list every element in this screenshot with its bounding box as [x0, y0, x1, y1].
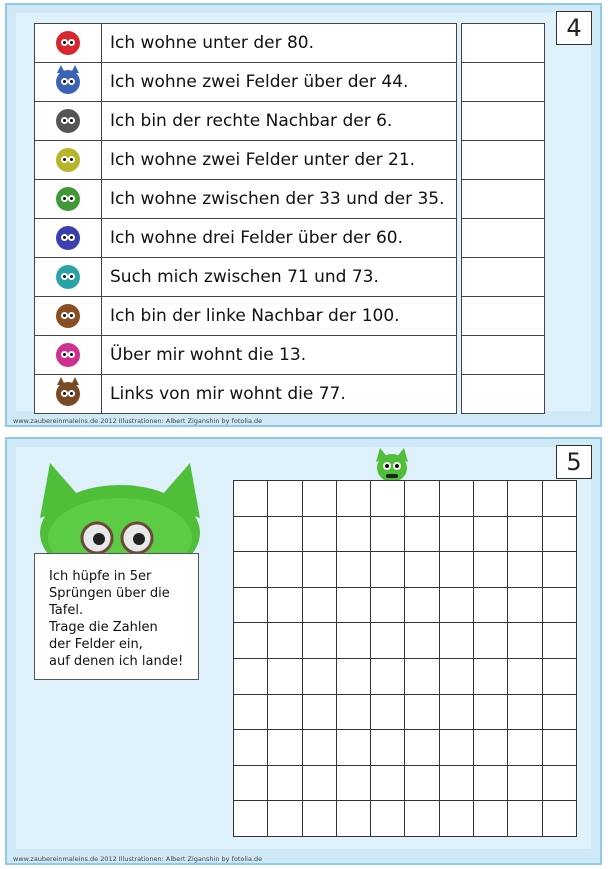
grid-cell[interactable]: [474, 552, 508, 588]
grid-cell[interactable]: [474, 481, 508, 517]
grid-cell[interactable]: [234, 694, 268, 730]
indigo-monster-icon: [56, 226, 80, 250]
grid-cell[interactable]: [508, 552, 542, 588]
instruction-line: Sprüngen über die: [49, 586, 170, 601]
riddle-text: Ich bin der linke Nachbar der 100.: [102, 297, 457, 336]
grid-cell[interactable]: [336, 694, 370, 730]
grid-cell[interactable]: [474, 587, 508, 623]
grid-cell[interactable]: [542, 801, 576, 837]
riddle-row: [35, 102, 545, 141]
riddle-row: [35, 219, 545, 258]
monster-cell: [35, 258, 102, 297]
grid-cell[interactable]: [405, 658, 439, 694]
grid-cell[interactable]: [371, 658, 405, 694]
grid-cell[interactable]: [439, 765, 473, 801]
grid-cell[interactable]: [439, 623, 473, 659]
instruction-line: Tafel.: [49, 603, 84, 618]
riddle-text: Ich wohne unter der 80.: [102, 24, 457, 63]
grid-cell[interactable]: [234, 658, 268, 694]
grid-cell[interactable]: [508, 516, 542, 552]
grid-cell[interactable]: [542, 730, 576, 766]
grid-cell[interactable]: [405, 801, 439, 837]
green-monster-illustration: [30, 458, 210, 558]
monster-cell: [35, 24, 102, 63]
grid-cell[interactable]: [474, 658, 508, 694]
monster-cell: [35, 336, 102, 375]
grid-cell[interactable]: [234, 481, 268, 517]
answer-field[interactable]: [462, 219, 545, 258]
grid-cell[interactable]: [336, 623, 370, 659]
grid-cell[interactable]: [268, 694, 302, 730]
grid-cell[interactable]: [371, 623, 405, 659]
grid-cell[interactable]: [508, 481, 542, 517]
grid-cell[interactable]: [336, 516, 370, 552]
grid-cell[interactable]: [474, 765, 508, 801]
grid-cell[interactable]: [474, 801, 508, 837]
green-monster-icon: [56, 187, 80, 211]
blue-horned-monster-icon: [56, 70, 80, 94]
red-monster-icon: [56, 31, 80, 55]
grid-cell[interactable]: [302, 623, 336, 659]
grid-cell[interactable]: [508, 658, 542, 694]
grid-cell[interactable]: [336, 801, 370, 837]
grid-cell[interactable]: [371, 730, 405, 766]
riddle-text: Such mich zwischen 71 und 73.: [102, 258, 457, 297]
gray-fuzzy-monster-icon: [56, 109, 80, 133]
grid-cell[interactable]: [234, 801, 268, 837]
instruction-line: auf denen ich lande!: [49, 654, 184, 669]
grid-cell[interactable]: [405, 481, 439, 517]
grid-cell[interactable]: [542, 623, 576, 659]
grid-cell[interactable]: [302, 765, 336, 801]
monster-cell: [35, 180, 102, 219]
hundred-chart-grid: [233, 480, 577, 837]
grid-cell[interactable]: [268, 552, 302, 588]
answer-field[interactable]: [462, 141, 545, 180]
monster-cell: [35, 375, 102, 414]
grid-cell[interactable]: [508, 587, 542, 623]
grid-cell[interactable]: [439, 801, 473, 837]
grid-cell[interactable]: [439, 516, 473, 552]
grid-cell[interactable]: [439, 658, 473, 694]
grid-cell[interactable]: [234, 765, 268, 801]
teal-monster-icon: [56, 265, 80, 289]
grid-cell[interactable]: [508, 765, 542, 801]
answer-field[interactable]: [462, 24, 545, 63]
grid-cell[interactable]: [508, 623, 542, 659]
grid-cell[interactable]: [474, 623, 508, 659]
card-number-5: 5: [556, 445, 592, 479]
grid-cell[interactable]: [336, 587, 370, 623]
grid-cell[interactable]: [405, 516, 439, 552]
answer-field[interactable]: [462, 63, 545, 102]
grid-cell[interactable]: [302, 552, 336, 588]
brown-horned-monster-icon: [56, 382, 80, 406]
grid-cell[interactable]: [371, 765, 405, 801]
grid-cell[interactable]: [302, 658, 336, 694]
answer-field[interactable]: [462, 102, 545, 141]
riddle-row: [35, 375, 545, 414]
card-number-4: 4: [556, 11, 592, 45]
monster-cell: [35, 219, 102, 258]
riddle-text: Links von mir wohnt die 77.: [102, 375, 457, 414]
riddle-text: Ich wohne zwei Felder über der 44.: [102, 63, 457, 102]
grid-cell[interactable]: [508, 801, 542, 837]
instruction-line: Ich hüpfe in 5er: [49, 569, 152, 584]
grid-cell[interactable]: [302, 587, 336, 623]
card-5-footer: www.zaubereinmaleins.de 2012 Illustrationen: Albert Ziganshin by fotolia.de: [13, 855, 263, 863]
grid-cell[interactable]: [371, 552, 405, 588]
answer-field[interactable]: [462, 180, 545, 219]
grid-cell[interactable]: [439, 730, 473, 766]
grid-cell[interactable]: [268, 516, 302, 552]
answer-field[interactable]: [462, 258, 545, 297]
monster-cell: [35, 63, 102, 102]
grid-cell[interactable]: [268, 765, 302, 801]
grid-cell[interactable]: [302, 481, 336, 517]
answer-field[interactable]: [462, 336, 545, 375]
riddle-row: [35, 63, 545, 102]
pink-monster-icon: [56, 343, 80, 367]
grid-cell[interactable]: [336, 552, 370, 588]
grid-cell[interactable]: [542, 481, 576, 517]
grid-cell[interactable]: [405, 623, 439, 659]
riddle-row: [35, 336, 545, 375]
grid-cell[interactable]: [268, 587, 302, 623]
grid-cell[interactable]: [302, 730, 336, 766]
grid-cell[interactable]: [474, 730, 508, 766]
grid-cell[interactable]: [268, 623, 302, 659]
grid-cell[interactable]: [474, 516, 508, 552]
riddle-text: Ich wohne zwei Felder unter der 21.: [102, 141, 457, 180]
riddle-row: [35, 141, 545, 180]
grid-cell[interactable]: [542, 658, 576, 694]
grid-cell[interactable]: [302, 801, 336, 837]
grid-cell[interactable]: [234, 516, 268, 552]
riddle-row: [35, 297, 545, 336]
grid-cell[interactable]: [542, 694, 576, 730]
grid-cell[interactable]: [542, 516, 576, 552]
grid-cell[interactable]: [508, 730, 542, 766]
riddle-row: [35, 24, 545, 63]
grid-cell[interactable]: [336, 481, 370, 517]
grid-cell[interactable]: [268, 658, 302, 694]
brown-monster-icon: [56, 304, 80, 328]
grid-cell[interactable]: [371, 694, 405, 730]
grid-cell[interactable]: [405, 552, 439, 588]
riddle-text: Ich wohne drei Felder über der 60.: [102, 219, 457, 258]
riddle-text: Ich wohne zwischen der 33 und der 35.: [102, 180, 457, 219]
grid-cell[interactable]: [542, 765, 576, 801]
grid-cell[interactable]: [371, 587, 405, 623]
grid-cell[interactable]: [439, 587, 473, 623]
grid-cell[interactable]: [371, 516, 405, 552]
grid-cell[interactable]: [234, 623, 268, 659]
grid-cell[interactable]: [234, 552, 268, 588]
grid-cell[interactable]: [234, 587, 268, 623]
grid-cell[interactable]: [439, 552, 473, 588]
riddle-table: [34, 23, 545, 414]
grid-cell[interactable]: [439, 694, 473, 730]
grid-cell[interactable]: [268, 801, 302, 837]
grid-cell[interactable]: [336, 765, 370, 801]
grid-cell[interactable]: [302, 694, 336, 730]
riddle-text: Ich bin der rechte Nachbar der 6.: [102, 102, 457, 141]
instruction-line: der Felder ein,: [49, 637, 143, 652]
instruction-line: Trage die Zahlen: [49, 620, 158, 635]
card-4-footer: www.zaubereinmaleins.de 2012 Illustrationen: Albert Ziganshin by fotolia.de: [13, 417, 263, 425]
grid-cell[interactable]: [439, 481, 473, 517]
grid-cell[interactable]: [542, 587, 576, 623]
grid-cell[interactable]: [302, 516, 336, 552]
grid-cell[interactable]: [336, 658, 370, 694]
grid-cell[interactable]: [542, 552, 576, 588]
grid-cell[interactable]: [405, 730, 439, 766]
grid-cell[interactable]: [405, 765, 439, 801]
answer-field[interactable]: [462, 375, 545, 414]
grid-cell[interactable]: [371, 801, 405, 837]
grid-cell[interactable]: [474, 694, 508, 730]
grid-cell[interactable]: [268, 481, 302, 517]
grid-cell[interactable]: [405, 587, 439, 623]
monster-cell: [35, 297, 102, 336]
monster-cell: [35, 102, 102, 141]
grid-cell[interactable]: [508, 694, 542, 730]
grid-cell[interactable]: [268, 730, 302, 766]
grid-cell[interactable]: [371, 481, 405, 517]
riddle-text: Über mir wohnt die 13.: [102, 336, 457, 375]
riddle-row: [35, 258, 545, 297]
olive-monster-icon: [56, 148, 80, 172]
monster-cell: [35, 141, 102, 180]
grid-cell[interactable]: [405, 694, 439, 730]
grid-cell[interactable]: [234, 730, 268, 766]
instruction-box: [34, 553, 199, 680]
grid-cell[interactable]: [336, 730, 370, 766]
riddle-row: [35, 180, 545, 219]
answer-field[interactable]: [462, 297, 545, 336]
